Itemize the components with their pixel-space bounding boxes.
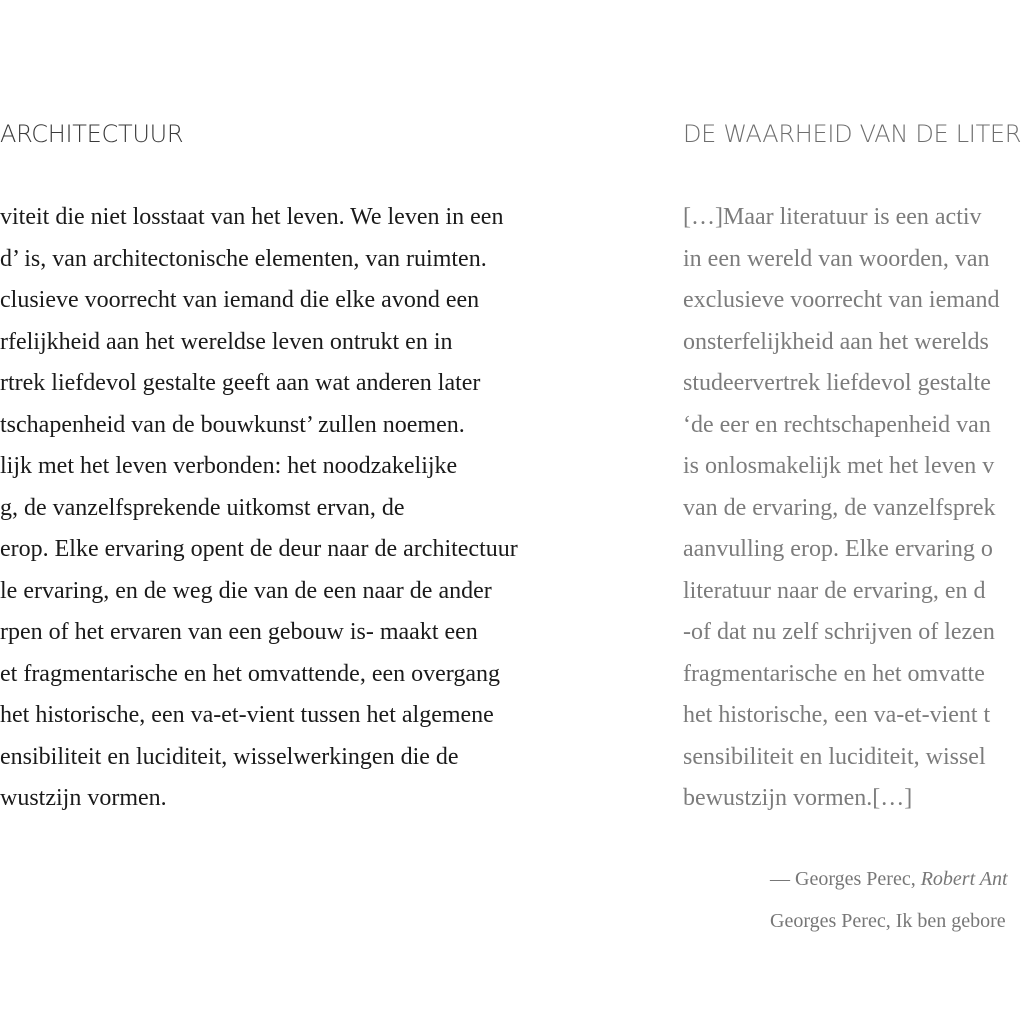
body-line: studeervertrek liefdevol gestalte (683, 370, 991, 396)
body-line: rtrek liefdevol gestalte geeft aan wat anderen later (0, 370, 481, 396)
left-page-body (0, 197, 518, 820)
attribution-line-2: Georges Perec, Ik ben gebore (770, 910, 1006, 932)
body-line: het historische, een va-et-vient tussen het algemene (0, 702, 494, 728)
right-page-body (683, 197, 1000, 820)
body-line: rfelijkheid aan het wereldse leven ontrukt en in (0, 328, 453, 355)
body-line: exclusieve voorrecht van iemand (683, 287, 1000, 313)
right-page (683, 0, 1034, 1034)
body-line: et fragmentarische en het omvattende, een overgang (0, 660, 501, 687)
quote-attribution (770, 860, 1008, 944)
body-line: fragmentarische en het omvatte (683, 660, 985, 687)
body-line: onsterfelijkheid aan het werelds (683, 328, 989, 355)
body-line: d’ is, van architectonische elementen, van ruimten. (0, 245, 487, 272)
body-line: […]Maar literatuur is een activ (683, 204, 982, 230)
right-page-heading: DE WAARHEID VAN DE LITER (683, 120, 1022, 148)
attribution-author: — Georges Perec, (770, 868, 921, 890)
body-line: g, de vanzelfsprekende uitkomst ervan, de (0, 494, 405, 521)
body-line: is onlosmakelijk met het leven v (683, 453, 995, 479)
body-line: literatuur naar de ervaring, en d (683, 577, 986, 604)
body-line: ‘de eer en rechtschapenheid van (683, 411, 991, 438)
body-line: viteit die niet losstaat van het leven. We leven in een (0, 204, 504, 230)
body-line: sensibiliteit en luciditeit, wissel (683, 743, 986, 770)
body-line: bewustzijn vormen.[…] (683, 785, 913, 811)
body-line: -of dat nu zelf schrijven of lezen (683, 619, 995, 645)
body-line: ensibiliteit en luciditeit, wisselwerkingen die de (0, 743, 459, 770)
body-line: wustzijn vormen. (0, 785, 167, 811)
body-line: tschapenheid van de bouwkunst’ zullen noemen. (0, 411, 465, 438)
left-page-heading: ARCHITECTUUR (0, 120, 184, 148)
body-line: aanvulling erop. Elke ervaring o (683, 536, 993, 562)
body-line: clusieve voorrecht van iemand die elke avond een (0, 287, 480, 313)
body-line: erop. Elke ervaring opent de deur naar de architectuur (0, 536, 518, 562)
body-line: le ervaring, en de weg die van de een naar de ander (0, 577, 492, 604)
attribution-line-1 (770, 860, 1008, 902)
body-line: lijk met het leven verbonden: het noodzakelijke (0, 453, 458, 479)
body-line: rpen of het ervaren van een gebouw is- maakt een (0, 619, 478, 645)
body-line: van de ervaring, de vanzelfsprek (683, 494, 996, 521)
body-line: het historische, een va-et-vient t (683, 702, 991, 728)
attribution-title: Robert Ant (920, 868, 1008, 890)
body-line: in een wereld van woorden, van (683, 245, 990, 272)
